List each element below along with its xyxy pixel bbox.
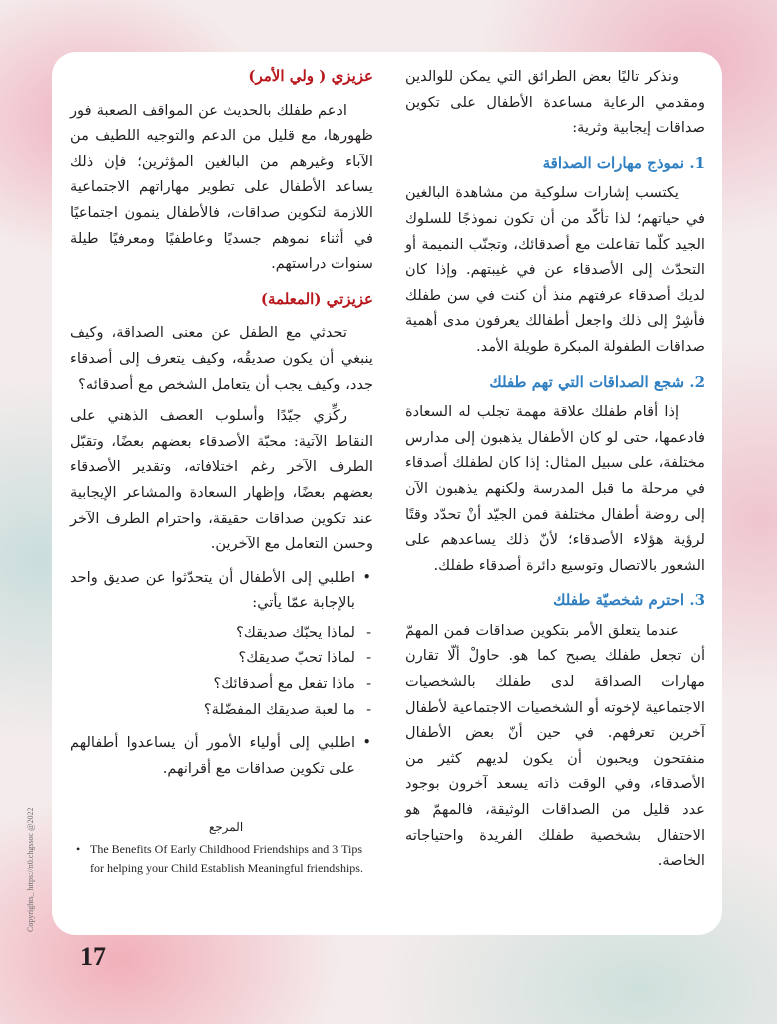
section-3-number: 3. (689, 591, 705, 610)
section-2-number: 2. (689, 372, 705, 391)
question-item: - ماذا تفعل مع أصدقائك؟ (70, 671, 355, 697)
bullet-1-text: اطلبي إلى الأطفال أن يتحدّثوا عن صديق واحد بالإجابة عمّا يأتي: (70, 568, 355, 612)
left-column (70, 64, 373, 781)
section-2-title: شجع الصداقات التي تهم طفلك (489, 372, 685, 391)
section-1-title: نموذج مهارات الصداقة (542, 153, 685, 172)
parent-paragraph: ادعم طفلك بالحديث عن المواقف الصعبة فور ظهورها، مع قليل من الدعم والتوجيه اللطيف من الآباء وغيرهم من البالغين المؤثرين؛ فإن ذلك يساعد الأطفال على تطوير مهاراتهم الاجتماعية اللازمة لتكوين صداقات، فالأطفال ينمون اجتماعيًا في أثناء نموهم جسديًا وعاطفيًا ومعرفيًا طيلة سنوات دراستهم. (70, 101, 373, 273)
bullet-item (70, 565, 355, 723)
section-3-heading (405, 588, 705, 614)
reference-block (76, 820, 376, 878)
copyright-note: Copyrights_ https://n0.chgssoc @2022 (26, 807, 35, 932)
section-1-heading (405, 151, 705, 177)
teacher-paragraph-1: تحدثي مع الطفل عن معنى الصداقة، وكيف ينبغي أن يكون صديقُه، وكيف يتعرف إلى أصدقاء جدد، وكيف يجب أن يتعامل الشخص مع أصدقائه؟ (70, 324, 373, 393)
page-number: 17 (80, 942, 106, 971)
parent-heading: عزيزي ( ولي الأمر) (248, 67, 373, 85)
intro-paragraph: ونذكر تاليًا بعض الطرائق التي يمكن للوالدين ومقدمي الرعاية مساعدة الأطفال على تكوين صداقات إيجابية وثرية: (405, 68, 705, 137)
bullet-item: • اطلبي إلى أولياء الأمور أن يساعدوا أطفالهم على تكوين صداقات مع أقرانهم. (70, 730, 355, 781)
section-1-paragraph: يكتسب إشارات سلوكية من مشاهدة البالغين في حياتهم؛ لذا تأكّد من أن تكون نموذجًا للسلوك الجيد كلّما تفاعلت مع أصدقائك، وتجنّب النميمة أو التحدّث إلى الأصدقاء عن في غيبتهم. وإذا كان لديك أصدقاء عرفتهم منذ أن كنت في سن طفلك فأشِرْ إلى ذلك واجعل أطفالك يعرفون مدى أهمية صداقات الطفولة المبكرة طويلة الأمد. (405, 184, 705, 355)
right-column (405, 64, 705, 874)
content-card (52, 52, 722, 935)
reference-title: المرجع (208, 820, 244, 834)
section-2-heading (405, 370, 705, 396)
section-3-title: احترم شخصيّة طفلك (553, 591, 685, 610)
section-2-paragraph: إذا أقام طفلك علاقة مهمة تجلب له السعادة فادعمها، حتى لو كان الأطفال يذهبون إلى مدارس مختلفة، على سبيل المثال: إذا كان لطفلك أصدقاء في مرحلة ما قبل المدرسة ولكنهم يذهبون الآن إلى روضة أطفال مختلفة فمن الجيّد أنْ تحدّد وقتًا لرؤية هؤلاء الأصدقاء؛ لأنّ ذلك يساعدهم على الشعور بالاتصال وتوسيع دائرة أصدقاء طفلك. (405, 403, 705, 574)
teacher-paragraph-2: ركِّزي جيّدًا وأسلوب العصف الذهني على النقاط الآتية: محبّة الأصدقاء بعضهم بعضًا، وتقبّل الطرف الآخر رغم اختلافاته، وتقدير الأصدقاء بعضهم بعضًا، وإظهار السعادة والمشاعر الإيجابية عند تكوين صداقات حقيقة، واحترام الطرف الآخر وحسن التعامل مع الآخرين. (70, 407, 373, 553)
section-3-paragraph: عندما يتعلق الأمر بتكوين صداقات فمن المهمّ أن تجعل طفلك يصبح كما هو. حاولْ ألّا تقارن مهارات الصداقة لدى طفلك بالشخصيات الاجتماعية لإخوته أو الشخصيات الاجتماعية لأطفال آخرين تعرفهم. في حين أنّ بعض الأطفال منفتحون ويحبون أن يكون لديهم كثير من الأصدقاء، وفي الوقت ذاته يسعد آخرون بوجود عدد قليل من الصداقات الوثيقة، فالمهمّ هو الاحتفال بشخصية طفلك الفريدة واحتياجاته الخاصة. (405, 621, 705, 870)
teacher-heading: عزيزتي (المعلمة) (260, 289, 373, 308)
section-1-number: 1. (689, 153, 705, 172)
teacher-bullets (70, 565, 373, 782)
question-item: - لماذا تحبّ صديقك؟ (70, 645, 355, 671)
question-item: - لماذا يحبّك صديقك؟ (70, 620, 355, 646)
question-item: - ما لعبة صديقك المفضّلة؟ (70, 697, 355, 723)
question-list (70, 620, 355, 722)
reference-text: • The Benefits Of Early Childhood Friendships and 3 Tips for helping your Child Establish Meaningful friendships. (76, 840, 376, 878)
